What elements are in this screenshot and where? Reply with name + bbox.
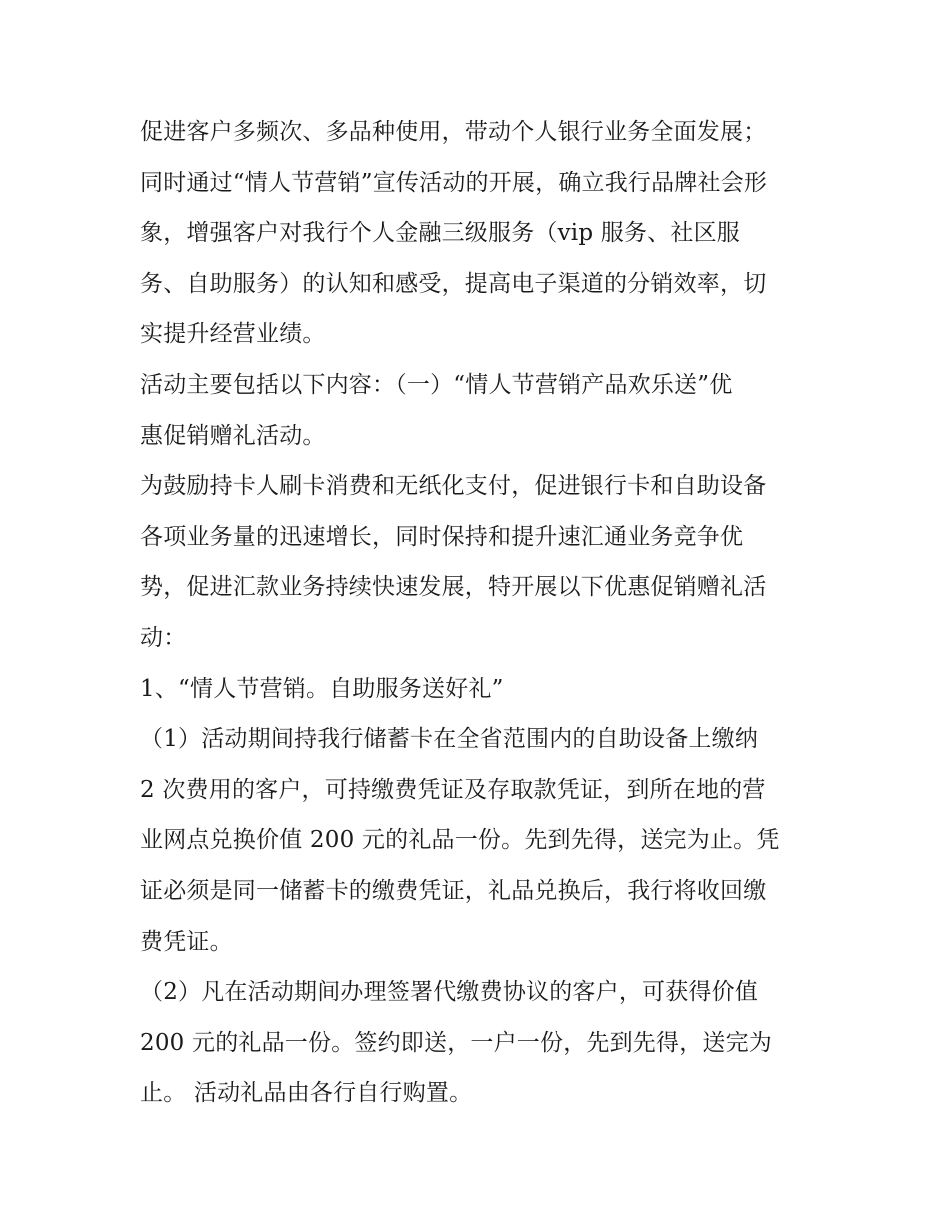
text-line: （2）凡在活动期间办理签署代缴费协议的客户，可获得价值 [140, 979, 759, 1006]
text-line: 实提升经营业绩。 [140, 321, 326, 348]
text-line: 务、自助服务）的认知和感受，提高电子渠道的分销效率，切 [140, 270, 767, 297]
text-line: 费凭证。 [140, 928, 233, 955]
text-line: 各项业务量的迅速增长，同时保持和提升速汇通业务竞争优 [140, 523, 744, 550]
text-line: 2 次费用的客户，可持缴费凭证及存取款凭证，到所在地的营 [140, 776, 766, 803]
section-heading: 1、“情人节营销。自助服务送好礼” [140, 675, 504, 702]
text-line: 证必须是同一储蓄卡的缴费凭证，礼品兑换后，我行将收回缴 [140, 877, 767, 904]
text-line: 促进客户多频次、多品种使用，带动个人银行业务全面发展； [140, 119, 767, 145]
text-line: 200 元的礼品一份。签约即送，一户一份，先到先得，送完为 [140, 1029, 773, 1056]
text-line: 业网点兑换价值 200 元的礼品一份。先到先得，送完为止。凭 [140, 827, 780, 854]
text-line: （1）活动期间持我行储蓄卡在全省范围内的自助设备上缴纳 [140, 726, 759, 753]
text-line: 同时通过“情人节营销”宣传活动的开展，确立我行品牌社会形 [140, 169, 768, 196]
text-line: 惠促销赠礼活动。 [140, 422, 326, 449]
text-line: 止。 活动礼品由各行自行购置。 [140, 1080, 473, 1107]
text-line: 动： [140, 624, 187, 651]
document-body [140, 107, 820, 1119]
text-line: 象，增强客户对我行个人金融三级服务（vip 服务、社区服 [140, 220, 740, 247]
text-line: 势，促进汇款业务持续快速发展，特开展以下优惠促销赠礼活 [140, 574, 767, 601]
text-line: 活动主要包括以下内容：（一）“情人节营销产品欢乐送”优 [140, 371, 733, 398]
text-line: 为鼓励持卡人刷卡消费和无纸化支付，促进银行卡和自助设备 [140, 473, 767, 500]
